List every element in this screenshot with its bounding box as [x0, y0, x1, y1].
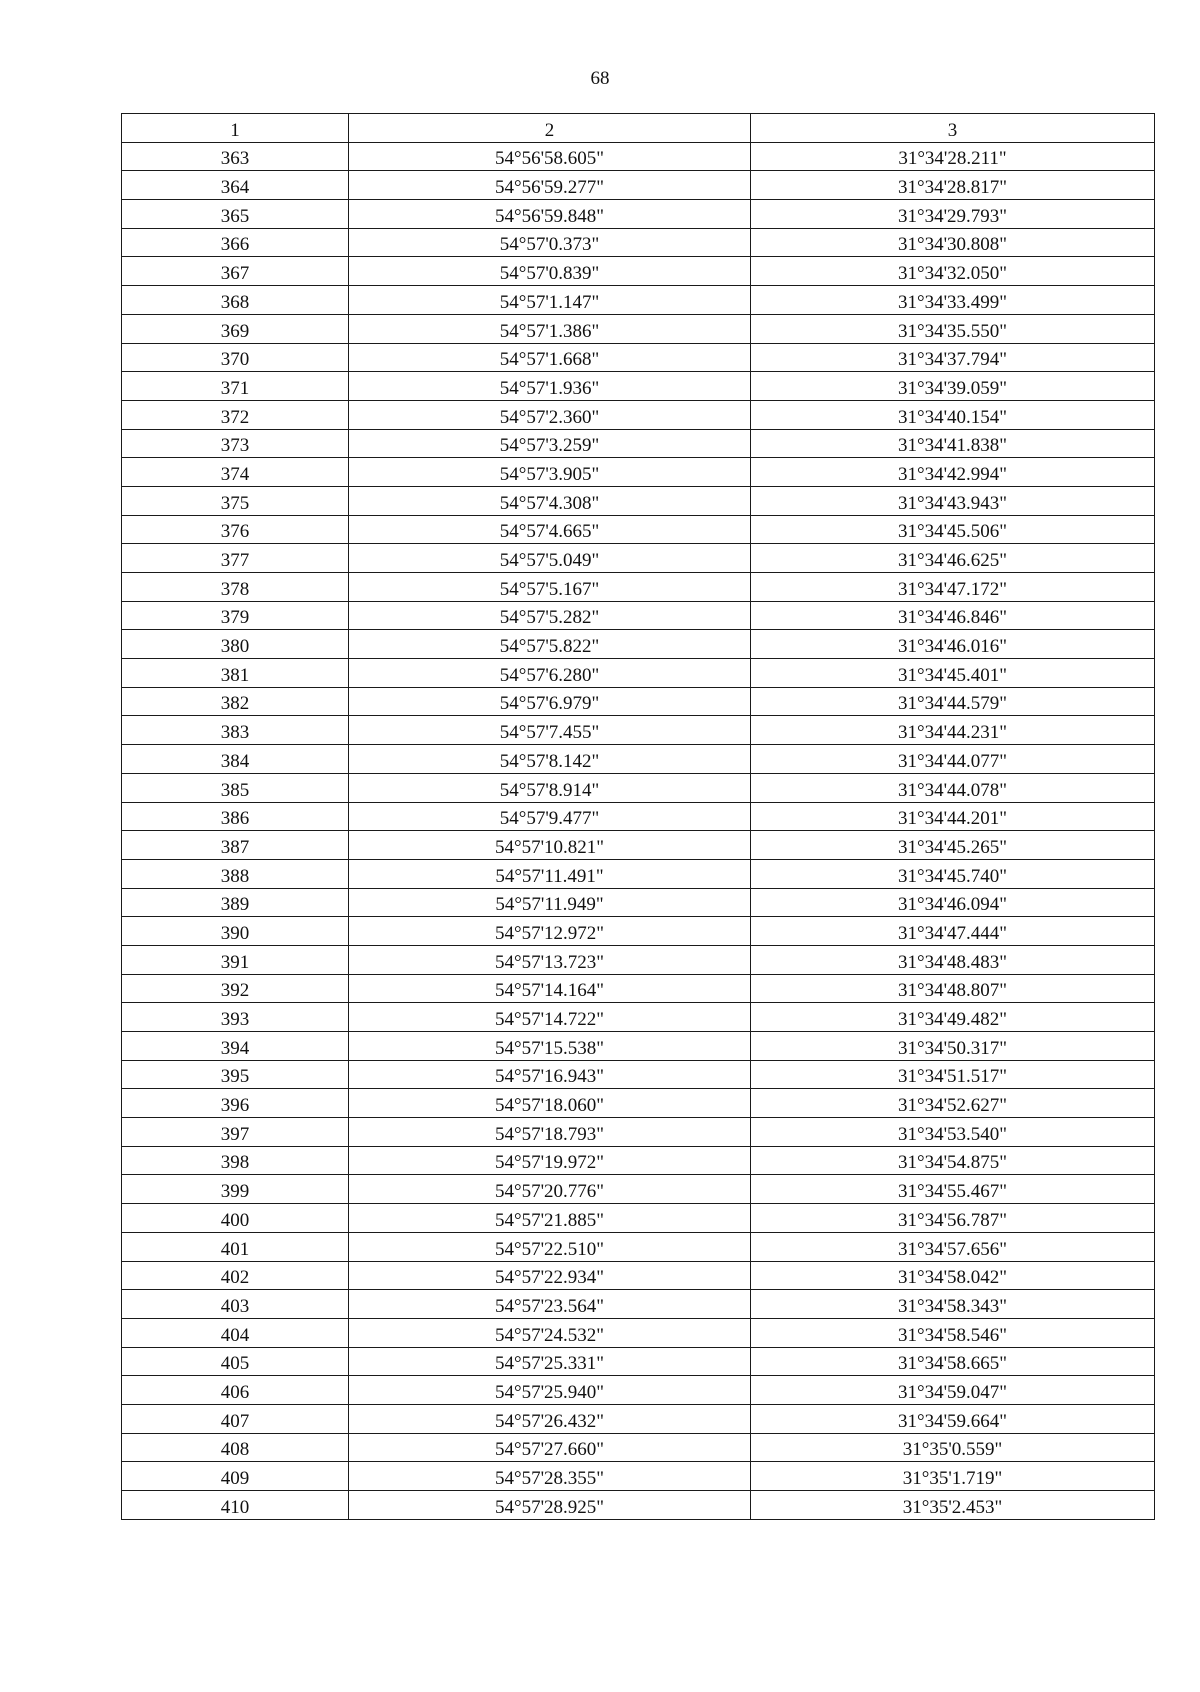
point-number-cell: 383	[122, 716, 349, 745]
table-row	[122, 286, 1155, 315]
table-header-row	[122, 114, 1155, 143]
latitude-cell: 54°57'3.905"	[349, 458, 751, 487]
point-number-cell: 364	[122, 171, 349, 200]
longitude-cell: 31°34'56.787"	[751, 1204, 1155, 1233]
point-number-cell: 381	[122, 659, 349, 688]
column-header-point-number: 1	[122, 114, 349, 143]
point-number-cell: 399	[122, 1175, 349, 1204]
table-row	[122, 1175, 1155, 1204]
table-row	[122, 974, 1155, 1003]
longitude-cell: 31°34'59.047"	[751, 1376, 1155, 1405]
longitude-cell: 31°34'58.546"	[751, 1318, 1155, 1347]
point-number-cell: 393	[122, 1003, 349, 1032]
longitude-cell: 31°34'48.807"	[751, 974, 1155, 1003]
table-row	[122, 486, 1155, 515]
point-number-cell: 385	[122, 773, 349, 802]
point-number-cell: 375	[122, 486, 349, 515]
latitude-cell: 54°57'13.723"	[349, 945, 751, 974]
latitude-cell: 54°57'7.455"	[349, 716, 751, 745]
longitude-cell: 31°34'52.627"	[751, 1089, 1155, 1118]
longitude-cell: 31°34'44.579"	[751, 687, 1155, 716]
latitude-cell: 54°57'28.355"	[349, 1462, 751, 1491]
point-number-cell: 373	[122, 429, 349, 458]
table-row	[122, 1003, 1155, 1032]
point-number-cell: 394	[122, 1032, 349, 1061]
point-number-cell: 384	[122, 745, 349, 774]
table-row	[122, 1060, 1155, 1089]
latitude-cell: 54°57'6.979"	[349, 687, 751, 716]
latitude-cell: 54°57'19.972"	[349, 1146, 751, 1175]
table-row	[122, 1261, 1155, 1290]
longitude-cell: 31°34'44.077"	[751, 745, 1155, 774]
latitude-cell: 54°57'6.280"	[349, 659, 751, 688]
longitude-cell: 31°34'45.740"	[751, 859, 1155, 888]
latitude-cell: 54°57'4.665"	[349, 515, 751, 544]
longitude-cell: 31°34'57.656"	[751, 1232, 1155, 1261]
longitude-cell: 31°34'28.817"	[751, 171, 1155, 200]
point-number-cell: 371	[122, 372, 349, 401]
latitude-cell: 54°57'14.164"	[349, 974, 751, 1003]
table-row	[122, 1146, 1155, 1175]
latitude-cell: 54°57'8.914"	[349, 773, 751, 802]
longitude-cell: 31°34'35.550"	[751, 314, 1155, 343]
table-row	[122, 400, 1155, 429]
longitude-cell: 31°34'45.401"	[751, 659, 1155, 688]
page-number: 68	[590, 68, 610, 89]
table-row	[122, 831, 1155, 860]
longitude-cell: 31°34'46.016"	[751, 630, 1155, 659]
longitude-cell: 31°34'46.094"	[751, 888, 1155, 917]
table-row	[122, 630, 1155, 659]
point-number-cell: 376	[122, 515, 349, 544]
point-number-cell: 377	[122, 544, 349, 573]
coordinates-table	[121, 113, 1155, 1520]
latitude-cell: 54°56'59.277"	[349, 171, 751, 200]
point-number-cell: 369	[122, 314, 349, 343]
column-header-longitude: 3	[751, 114, 1155, 143]
longitude-cell: 31°34'49.482"	[751, 1003, 1155, 1032]
latitude-cell: 54°57'24.532"	[349, 1318, 751, 1347]
longitude-cell: 31°34'44.231"	[751, 716, 1155, 745]
point-number-cell: 404	[122, 1318, 349, 1347]
longitude-cell: 31°34'55.467"	[751, 1175, 1155, 1204]
longitude-cell: 31°34'42.994"	[751, 458, 1155, 487]
longitude-cell: 31°34'47.172"	[751, 573, 1155, 602]
point-number-cell: 406	[122, 1376, 349, 1405]
latitude-cell: 54°57'0.373"	[349, 228, 751, 257]
latitude-cell: 54°57'4.308"	[349, 486, 751, 515]
latitude-cell: 54°57'0.839"	[349, 257, 751, 286]
latitude-cell: 54°57'11.949"	[349, 888, 751, 917]
point-number-cell: 405	[122, 1347, 349, 1376]
longitude-cell: 31°35'1.719"	[751, 1462, 1155, 1491]
longitude-cell: 31°34'44.201"	[751, 802, 1155, 831]
longitude-cell: 31°34'59.664"	[751, 1404, 1155, 1433]
longitude-cell: 31°34'53.540"	[751, 1118, 1155, 1147]
point-number-cell: 366	[122, 228, 349, 257]
table-row	[122, 343, 1155, 372]
point-number-cell: 386	[122, 802, 349, 831]
point-number-cell: 370	[122, 343, 349, 372]
table-row	[122, 1290, 1155, 1319]
table-row	[122, 429, 1155, 458]
table-row	[122, 859, 1155, 888]
table-row	[122, 1347, 1155, 1376]
latitude-cell: 54°57'1.147"	[349, 286, 751, 315]
latitude-cell: 54°57'11.491"	[349, 859, 751, 888]
point-number-cell: 379	[122, 601, 349, 630]
table-row	[122, 1232, 1155, 1261]
table-row	[122, 1462, 1155, 1491]
table-row	[122, 257, 1155, 286]
longitude-cell: 31°34'58.665"	[751, 1347, 1155, 1376]
longitude-cell: 31°34'32.050"	[751, 257, 1155, 286]
latitude-cell: 54°57'26.432"	[349, 1404, 751, 1433]
longitude-cell: 31°34'47.444"	[751, 917, 1155, 946]
latitude-cell: 54°57'5.822"	[349, 630, 751, 659]
table-row	[122, 228, 1155, 257]
table-row	[122, 1089, 1155, 1118]
table-row	[122, 142, 1155, 171]
point-number-cell: 368	[122, 286, 349, 315]
point-number-cell: 388	[122, 859, 349, 888]
point-number-cell: 380	[122, 630, 349, 659]
table-row	[122, 745, 1155, 774]
point-number-cell: 391	[122, 945, 349, 974]
point-number-cell: 401	[122, 1232, 349, 1261]
table-row	[122, 802, 1155, 831]
latitude-cell: 54°57'2.360"	[349, 400, 751, 429]
table-row	[122, 917, 1155, 946]
point-number-cell: 408	[122, 1433, 349, 1462]
table-row	[122, 716, 1155, 745]
latitude-cell: 54°57'8.142"	[349, 745, 751, 774]
latitude-cell: 54°57'1.936"	[349, 372, 751, 401]
latitude-cell: 54°57'21.885"	[349, 1204, 751, 1233]
table-row	[122, 544, 1155, 573]
longitude-cell: 31°34'29.793"	[751, 200, 1155, 229]
latitude-cell: 54°57'5.049"	[349, 544, 751, 573]
latitude-cell: 54°57'16.943"	[349, 1060, 751, 1089]
table-row	[122, 1404, 1155, 1433]
point-number-cell: 392	[122, 974, 349, 1003]
point-number-cell: 396	[122, 1089, 349, 1118]
point-number-cell: 389	[122, 888, 349, 917]
table-row	[122, 1433, 1155, 1462]
table-row	[122, 573, 1155, 602]
table-row	[122, 458, 1155, 487]
point-number-cell: 365	[122, 200, 349, 229]
point-number-cell: 374	[122, 458, 349, 487]
longitude-cell: 31°34'54.875"	[751, 1146, 1155, 1175]
latitude-cell: 54°57'9.477"	[349, 802, 751, 831]
point-number-cell: 378	[122, 573, 349, 602]
longitude-cell: 31°34'46.625"	[751, 544, 1155, 573]
latitude-cell: 54°56'59.848"	[349, 200, 751, 229]
table-row	[122, 515, 1155, 544]
latitude-cell: 54°57'25.940"	[349, 1376, 751, 1405]
table-row	[122, 773, 1155, 802]
longitude-cell: 31°34'40.154"	[751, 400, 1155, 429]
latitude-cell: 54°57'1.386"	[349, 314, 751, 343]
latitude-cell: 54°57'15.538"	[349, 1032, 751, 1061]
latitude-cell: 54°56'58.605"	[349, 142, 751, 171]
point-number-cell: 402	[122, 1261, 349, 1290]
longitude-cell: 31°35'2.453"	[751, 1491, 1155, 1520]
latitude-cell: 54°57'14.722"	[349, 1003, 751, 1032]
latitude-cell: 54°57'20.776"	[349, 1175, 751, 1204]
longitude-cell: 31°34'45.265"	[751, 831, 1155, 860]
point-number-cell: 398	[122, 1146, 349, 1175]
latitude-cell: 54°57'27.660"	[349, 1433, 751, 1462]
latitude-cell: 54°57'12.972"	[349, 917, 751, 946]
point-number-cell: 367	[122, 257, 349, 286]
latitude-cell: 54°57'23.564"	[349, 1290, 751, 1319]
latitude-cell: 54°57'5.282"	[349, 601, 751, 630]
table-row	[122, 1491, 1155, 1520]
table-row	[122, 1032, 1155, 1061]
longitude-cell: 31°34'30.808"	[751, 228, 1155, 257]
latitude-cell: 54°57'28.925"	[349, 1491, 751, 1520]
table-row	[122, 659, 1155, 688]
point-number-cell: 410	[122, 1491, 349, 1520]
point-number-cell: 395	[122, 1060, 349, 1089]
point-number-cell: 382	[122, 687, 349, 716]
longitude-cell: 31°34'58.343"	[751, 1290, 1155, 1319]
longitude-cell: 31°34'48.483"	[751, 945, 1155, 974]
longitude-cell: 31°34'58.042"	[751, 1261, 1155, 1290]
latitude-cell: 54°57'18.060"	[349, 1089, 751, 1118]
longitude-cell: 31°34'43.943"	[751, 486, 1155, 515]
longitude-cell: 31°34'33.499"	[751, 286, 1155, 315]
longitude-cell: 31°34'50.317"	[751, 1032, 1155, 1061]
point-number-cell: 363	[122, 142, 349, 171]
table-row	[122, 1318, 1155, 1347]
point-number-cell: 409	[122, 1462, 349, 1491]
latitude-cell: 54°57'5.167"	[349, 573, 751, 602]
table-row	[122, 1204, 1155, 1233]
table-row	[122, 1376, 1155, 1405]
point-number-cell: 400	[122, 1204, 349, 1233]
longitude-cell: 31°34'37.794"	[751, 343, 1155, 372]
point-number-cell: 407	[122, 1404, 349, 1433]
point-number-cell: 397	[122, 1118, 349, 1147]
longitude-cell: 31°34'39.059"	[751, 372, 1155, 401]
point-number-cell: 403	[122, 1290, 349, 1319]
table-row	[122, 171, 1155, 200]
latitude-cell: 54°57'25.331"	[349, 1347, 751, 1376]
column-header-latitude: 2	[349, 114, 751, 143]
point-number-cell: 372	[122, 400, 349, 429]
table-row	[122, 601, 1155, 630]
latitude-cell: 54°57'10.821"	[349, 831, 751, 860]
latitude-cell: 54°57'3.259"	[349, 429, 751, 458]
longitude-cell: 31°35'0.559"	[751, 1433, 1155, 1462]
latitude-cell: 54°57'22.934"	[349, 1261, 751, 1290]
latitude-cell: 54°57'1.668"	[349, 343, 751, 372]
latitude-cell: 54°57'18.793"	[349, 1118, 751, 1147]
longitude-cell: 31°34'45.506"	[751, 515, 1155, 544]
table-row	[122, 945, 1155, 974]
longitude-cell: 31°34'51.517"	[751, 1060, 1155, 1089]
point-number-cell: 390	[122, 917, 349, 946]
table-row	[122, 1118, 1155, 1147]
longitude-cell: 31°34'44.078"	[751, 773, 1155, 802]
longitude-cell: 31°34'46.846"	[751, 601, 1155, 630]
table-row	[122, 687, 1155, 716]
table-row	[122, 372, 1155, 401]
latitude-cell: 54°57'22.510"	[349, 1232, 751, 1261]
table-row	[122, 888, 1155, 917]
table-row	[122, 314, 1155, 343]
point-number-cell: 387	[122, 831, 349, 860]
longitude-cell: 31°34'28.211"	[751, 142, 1155, 171]
longitude-cell: 31°34'41.838"	[751, 429, 1155, 458]
table-row	[122, 200, 1155, 229]
